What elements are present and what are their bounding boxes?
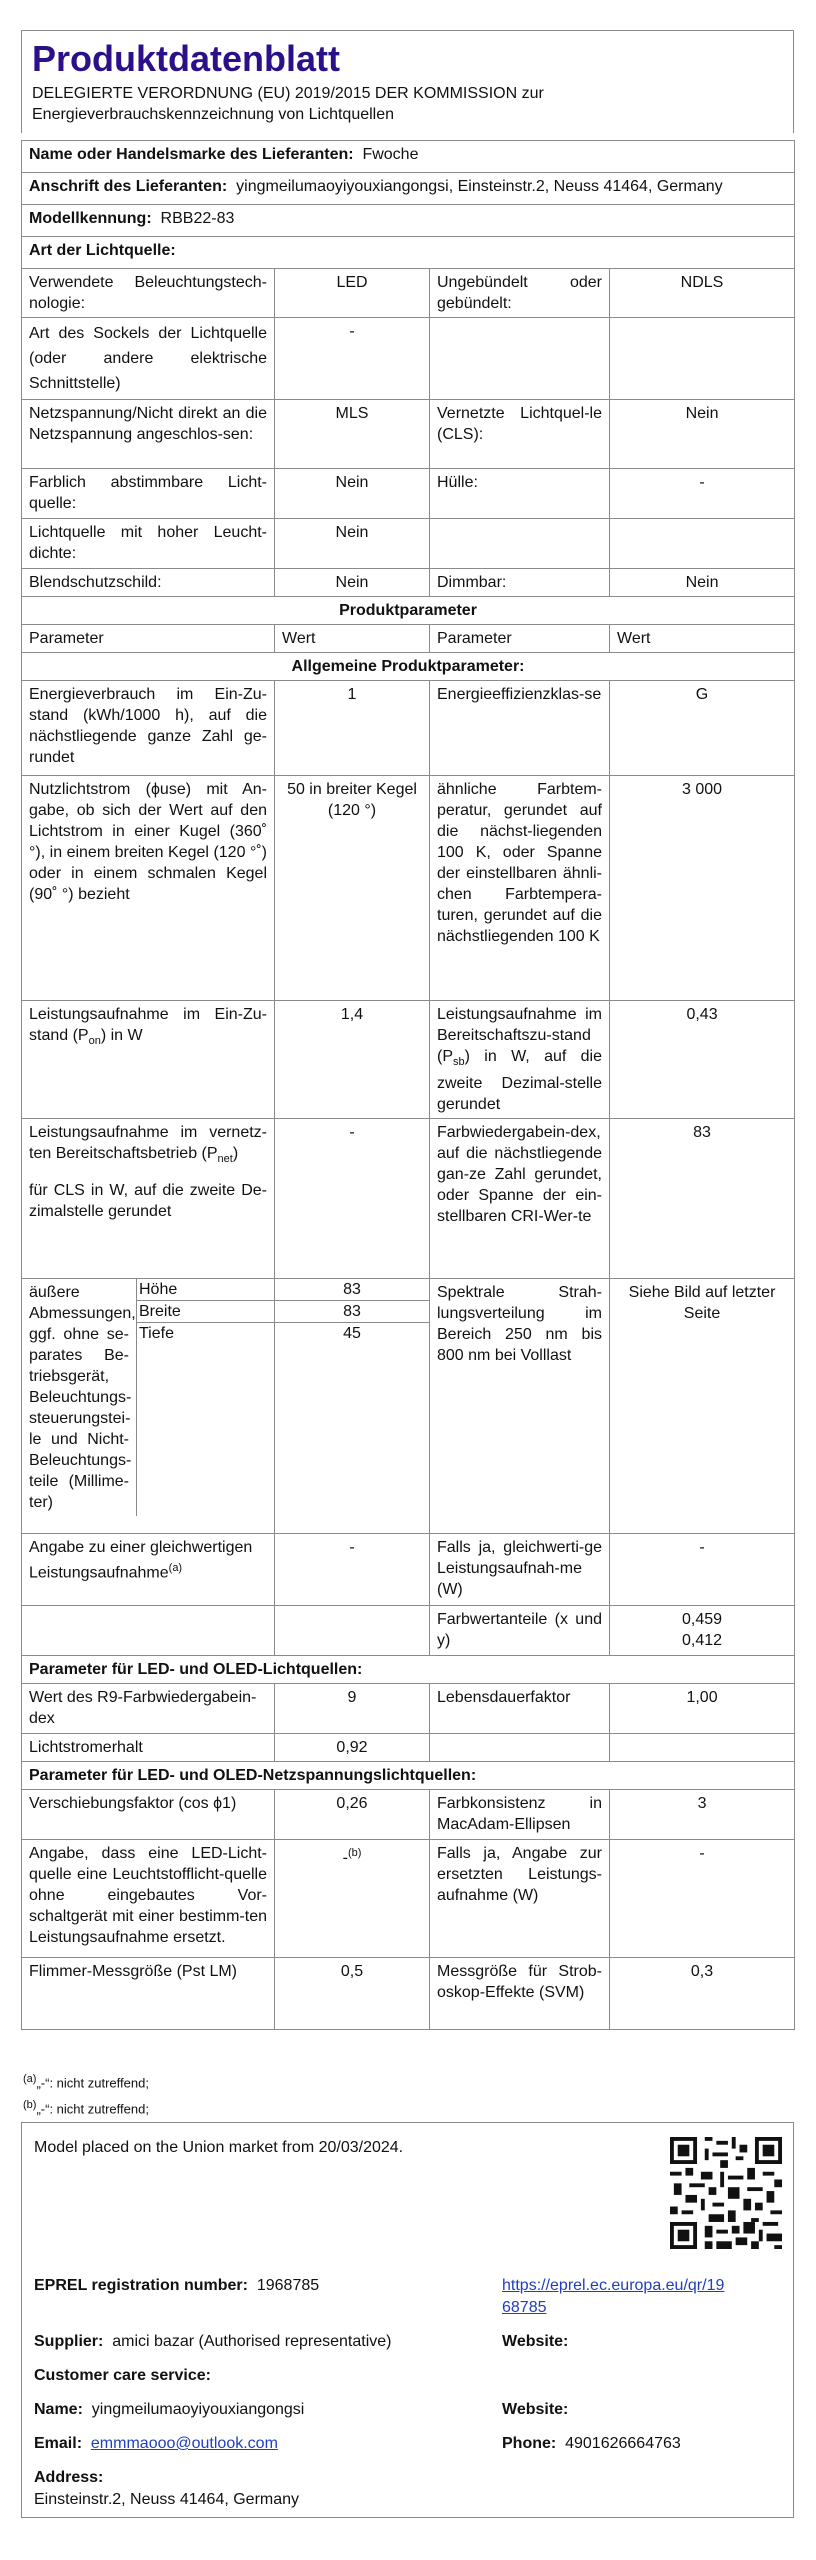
- column-header-parameter: Parameter: [430, 625, 610, 653]
- param-label: Falls ja, Angabe zur ersetzten Leistungs-aufnahme (W): [430, 1840, 610, 1958]
- param-value: -: [275, 1534, 430, 1606]
- param-label: Nutzlichtstrom (ϕuse) mit An-gabe, ob sich der Wert auf den Lichtstrom in einer Kugel (360˚ °), in einem breiten Kegel (120 °˚) oder in einem schmalen Kegel (90˚ °) bezieht: [22, 776, 275, 1001]
- param-value: 0,43: [610, 1001, 795, 1119]
- param-label: Leistungsaufnahme im Ein-Zu-stand $(P_{on})$ in W: [22, 1001, 275, 1119]
- param-label: Angabe zu einer gleichwertigen Leistungsaufnahme$^{(a)}$: [22, 1534, 275, 1606]
- param-value: 0,92: [275, 1734, 430, 1762]
- param-label: Falls ja, gleichwerti-ge Leistungsaufnah-me (W): [430, 1534, 610, 1606]
- param-value: 0,459 0,412: [610, 1606, 795, 1656]
- param-label: Lichtstromerhalt: [22, 1734, 275, 1762]
- param-value: 3: [610, 1790, 795, 1840]
- care-phone: Phone: 4901626664763: [502, 2435, 681, 2452]
- column-header-value: Wert: [275, 625, 430, 653]
- address-value: Einsteinstr.2, Neuss 41464, Germany: [34, 2491, 300, 2508]
- param-value: 3 000: [610, 776, 795, 1001]
- led-parameters-heading: Parameter für LED- und OLED-Lichtquellen:: [22, 1656, 795, 1684]
- type-value: Nein: [610, 569, 795, 597]
- supplier-address-row: [22, 173, 795, 205]
- param-label: Energieeffizienzklas-se: [430, 681, 610, 776]
- dimensions-cell: [22, 1279, 275, 1534]
- supplier-name-row: [22, 141, 795, 173]
- care-name: Name: yingmeilumaoyiyouxiangongsi: [34, 2401, 305, 2418]
- param-label: Leistungsaufnahme im vernetz-ten Bereitschaftsbetrieb $(P_{net})$ für CLS in W, auf die zweite De-zimalstelle gerundet: [22, 1119, 275, 1279]
- type-label: [430, 318, 610, 400]
- param-value: G: [610, 681, 795, 776]
- param-value: -: [610, 1840, 795, 1958]
- page-title: Produktdatenblatt: [32, 38, 341, 79]
- column-header-parameter: Parameter: [22, 625, 275, 653]
- qr-code-icon[interactable]: [670, 2137, 782, 2249]
- dimensions-names: [137, 1279, 274, 1344]
- supplier-address-value: yingmeilumaoyiyouxiangongsi, Einsteinstr.2, Neuss 41464, Germany: [236, 178, 723, 195]
- param-label: Farbwiedergabein-dex, auf die nächstliegende gan-ze Zahl gerundet, oder Spanne der ein-stellbaren CRI-Wer-te: [430, 1119, 610, 1279]
- supplier-info: Supplier: amici bazar (Authorised representative): [34, 2333, 392, 2350]
- param-label: ähnliche Farbtem-peratur, gerundet auf die nächst-liegenden 100 K, oder Spanne der einstellbaren ähnli-chen Farbtempera-turen, gerundet auf die nächstliegenden 100 K: [430, 776, 610, 1001]
- dimension-value: 83: [275, 1301, 429, 1323]
- param-label: Farbkonsistenz in MacAdam-Ellipsen: [430, 1790, 610, 1840]
- param-value: 1,00: [610, 1684, 795, 1734]
- param-value: 9: [275, 1684, 430, 1734]
- dimension-value: 83: [275, 1279, 429, 1301]
- regulation-subtitle: DELEGIERTE VERORDNUNG (EU) 2019/2015 DER KOMMISSION zur Energieverbrauchskennzeichnung von Lichtquellen: [32, 85, 544, 123]
- dimension-name: Breite: [137, 1301, 274, 1323]
- type-label: Art des Sockels der Lichtquelle (oder andere elektrische Schnittstelle): [22, 318, 275, 400]
- type-value: -: [610, 469, 795, 519]
- header-box: [21, 30, 794, 133]
- param-value: 0,5: [275, 1958, 430, 2030]
- product-parameters-heading: Produktparameter: [22, 597, 795, 625]
- dimensions-values: [275, 1279, 430, 1534]
- param-label: Flimmer-Messgröße (Pst LM): [22, 1958, 275, 2030]
- param-label: Angabe, dass eine LED-Licht-quelle eine Leuchtstofflicht-quelle ohne eingebautes Vor-schaltgerät mit einer bestimm-ten Leistungsaufnahme ersetzt.: [22, 1840, 275, 1958]
- supplier-name-value: Fwoche: [362, 146, 419, 163]
- dimension-name: Tiefe: [139, 1325, 174, 1343]
- customer-care-heading: Customer care service:: [34, 2367, 211, 2384]
- type-value: NDLS: [610, 269, 795, 318]
- param-value: Siehe Bild auf letzter Seite: [610, 1279, 795, 1534]
- param-value: 1,4: [275, 1001, 430, 1119]
- type-label: Vernetzte Lichtquel-le (CLS):: [430, 400, 610, 469]
- param-value: 0,26: [275, 1790, 430, 1840]
- type-label: Hülle:: [430, 469, 610, 519]
- general-parameters-heading: Allgemeine Produktparameter:: [22, 653, 795, 681]
- type-value: LED: [275, 269, 430, 318]
- type-value: Nein: [610, 400, 795, 469]
- param-label: Messgröße für Strob-oskop-Effekte (SVM): [430, 1958, 610, 2030]
- model-value: RBB22-83: [160, 210, 235, 227]
- type-label: [430, 519, 610, 569]
- param-label: Leistungsaufnahme im Bereitschaftszu-stand $(P_{sb})$ in W, auf die zweite Dezimal-stelle gerundet: [430, 1001, 610, 1119]
- supplier-name-label: Name oder Handelsmarke des Lieferanten:: [29, 146, 354, 163]
- param-value: 50 in breiter Kegel (120 °): [275, 776, 430, 1001]
- param-label: Farbwertanteile (x und y): [430, 1606, 610, 1656]
- type-label: Blendschutzschild:: [22, 569, 275, 597]
- light-source-type-heading: Art der Lichtquelle:: [22, 237, 795, 269]
- care-website-label: Website:: [502, 2401, 569, 2418]
- type-value: Nein: [275, 469, 430, 519]
- param-label: Wert des R9-Farbwiedergabein-dex: [22, 1684, 275, 1734]
- type-label: Netzspannung/Nicht direkt an die Netzspannung angeschlos-sen:: [22, 400, 275, 469]
- eprel-information-box: [21, 2122, 794, 2518]
- type-value: Nein: [275, 519, 430, 569]
- param-value: 0,3: [610, 1958, 795, 2030]
- param-value: -$^{(b)}$: [275, 1840, 430, 1958]
- dimension-value: 45: [343, 1325, 361, 1343]
- param-label: Spektrale Strah-lungsverteilung im Bereich 250 nm bis 800 nm bei Volllast: [430, 1279, 610, 1534]
- type-value: Nein: [275, 569, 430, 597]
- address-label: Address:: [34, 2469, 104, 2486]
- footnotes: [23, 2068, 149, 2121]
- param-value: -: [610, 1534, 795, 1606]
- eprel-registration: EPREL registration number: 1968785: [34, 2277, 320, 2294]
- website-label: Website:: [502, 2333, 569, 2350]
- type-value: MLS: [275, 400, 430, 469]
- mains-parameters-heading: Parameter für LED- und OLED-Netzspannungslichtquellen:: [22, 1762, 795, 1790]
- type-value: [610, 519, 795, 569]
- footnote: $^{(b)}$„-“: nicht zutreffend;: [23, 2099, 149, 2117]
- param-label: Energieverbrauch im Ein-Zu-stand (kWh/1000 h), auf die nächstliegende ganze Zahl ge-rundet: [22, 681, 275, 776]
- param-label: Verschiebungsfaktor (cos ϕ1): [22, 1790, 275, 1840]
- model-label: Modellkennung:: [29, 210, 152, 227]
- eprel-url-link[interactable]: https://eprel.ec.europa.eu/qr/19 68785: [502, 2277, 725, 2316]
- dimension-name: Höhe: [137, 1279, 274, 1301]
- type-label: Lichtquelle mit hoher Leucht-dichte:: [22, 519, 275, 569]
- param-label: Lebensdauerfaktor: [430, 1684, 610, 1734]
- type-label: Dimmbar:: [430, 569, 610, 597]
- supplier-address-label: Anschrift des Lieferanten:: [29, 178, 228, 195]
- model-row: [22, 205, 795, 237]
- type-label: Farblich abstimmbare Licht-quelle:: [22, 469, 275, 519]
- type-label: Verwendete Beleuchtungstech-nologie:: [22, 269, 275, 318]
- dimensions-label: äußere Abmessungen, ggf. ohne se-parates Be-triebsgerät, Beleuchtungs-steuerungstei-le und Nicht-Beleuchtungs-teile (Millime-ter): [29, 1284, 136, 1512]
- data-table: [21, 140, 795, 2030]
- care-email: Email: emmmaooo@outlook.com: [34, 2435, 278, 2452]
- param-value: 83: [610, 1119, 795, 1279]
- email-link[interactable]: emmmaooo@outlook.com: [90, 2435, 278, 2452]
- type-value: -: [275, 318, 430, 400]
- type-label: Ungebündelt oder gebündelt:: [430, 269, 610, 318]
- column-header-value: Wert: [610, 625, 795, 653]
- footnote: $^{(a)}$„-“: nicht zutreffend;: [23, 2073, 149, 2091]
- type-value: [610, 318, 795, 400]
- param-value: -: [275, 1119, 430, 1279]
- param-value: 1: [275, 681, 430, 776]
- market-placement-text: Model placed on the Union market from 20/03/2024.: [34, 2139, 404, 2156]
